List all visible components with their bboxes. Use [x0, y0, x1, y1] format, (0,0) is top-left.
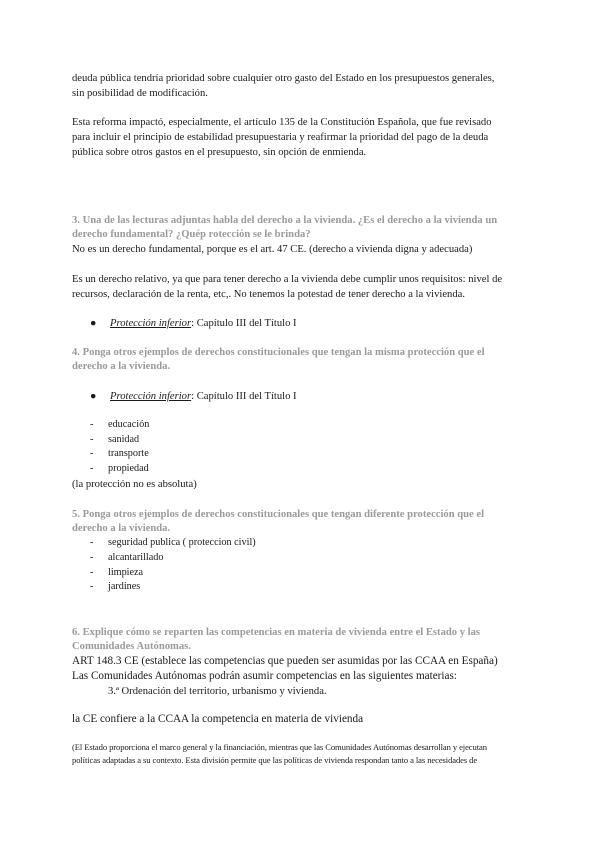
question-5-title: 5. Ponga otros ejemplos de derechos constitucionales que tengan diferente protección que el — [72, 509, 485, 520]
dash-marker: - — [90, 448, 94, 459]
list-item-text: propiedad — [108, 463, 149, 474]
dash-marker: - — [90, 567, 94, 578]
bullet-text: : Capítulo III del Título I — [191, 391, 297, 402]
list-item-text: jardines — [108, 581, 141, 592]
bullet-text: : Capítulo III del Título I — [191, 318, 297, 329]
list-item — [90, 566, 143, 581]
bullet-item — [90, 389, 297, 404]
bullet-icon: ● — [90, 318, 97, 329]
paragraph-line: Las Comunidades Autónomas podrán asumir competencias en las siguientes materias: — [72, 670, 457, 682]
question-3-title: derecho fundamental? ¿Quép rotección se le brinda? — [72, 229, 311, 240]
list-item-text: transporte — [108, 448, 149, 459]
paragraph-line: recursos, declaración de la renta, etc,. No tenemos la potestad de tener derecho a la vivienda. — [72, 289, 465, 300]
intro-text-line: sin posibilidad de modificación. — [72, 88, 208, 99]
list-item — [90, 418, 149, 433]
paragraph-line: Es un derecho relativo, ya que para tener derecho a la vivienda debe cumplir unos requisitos: nivel de — [72, 274, 503, 285]
paragraph-line: la CE confiere a la CCAA la competencia en materia de vivienda — [72, 713, 364, 725]
intro-text-line: deuda pública tendría prioridad sobre cualquier otro gasto del Estado en los presupuestos generales, — [72, 73, 495, 84]
question-3-answer: No es un derecho fundamental, porque es el art. 47 CE. (derecho a vivienda digna y adecuada) — [72, 244, 473, 255]
list-item — [90, 536, 256, 551]
small-paragraph-line: políticas adaptadas a su contexto. Esta división permite que las políticas de vivienda respondan tanto a las necesidades de — [72, 755, 478, 765]
article-reference: ART 148.3 CE (establece las competencias que pueden ser asumidas por las CCAA en España) — [72, 655, 498, 667]
dash-marker: - — [90, 581, 94, 592]
proteccion-inferior-link[interactable]: Protección inferior — [110, 391, 192, 402]
list-item — [90, 580, 140, 595]
question-6-title: Comunidades Autónomas. — [72, 641, 191, 652]
small-paragraph-line: (El Estado proporciona el marco general y la financiación, mientras que las Comunidades Autónomas desarrollan y ejecutan — [72, 742, 487, 752]
question-6-title: 6. Explique cómo se reparten las competencias en materia de vivienda entre el Estado y las — [72, 627, 481, 638]
list-item — [90, 433, 139, 448]
list-item-text: seguridad publica ( proteccion civil) — [108, 537, 256, 548]
dash-marker: - — [90, 434, 94, 445]
list-item — [90, 551, 163, 566]
competence-item: 3.ª Ordenación del territorio, urbanismo y vivienda. — [108, 686, 327, 697]
paragraph-line: pública sobre otros gastos en el presupuesto, sin opción de enmienda. — [72, 147, 367, 158]
paragraph-line: Esta reforma impactó, especialmente, el artículo 135 de la Constitución Española, que fue revisado — [72, 117, 492, 128]
list-item — [90, 447, 149, 462]
question-3-title: 3. Una de las lecturas adjuntas habla del derecho a la vivienda. ¿Es el derecho a la vivienda un — [72, 215, 498, 226]
list-item-text: alcantarillado — [108, 552, 164, 563]
question-5-title: derecho a la vivienda. — [72, 523, 171, 534]
question-4-title: derecho a la vivienda. — [72, 361, 171, 372]
question-4-title: 4. Ponga otros ejemplos de derechos constitucionales que tengan la misma protección que el — [72, 347, 485, 358]
paragraph-line: para incluir el principio de estabilidad presupuestaria y reafirmar la prioridad del pago de la deuda — [72, 132, 489, 143]
dash-marker: - — [90, 463, 94, 474]
dash-marker: - — [90, 552, 94, 563]
list-item-text: limpieza — [108, 567, 144, 578]
bullet-item — [90, 316, 297, 331]
dash-marker: - — [90, 537, 94, 548]
list-item-text: sanidad — [108, 434, 140, 445]
proteccion-inferior-link[interactable]: Protección inferior — [110, 318, 192, 329]
bullet-icon: ● — [90, 391, 97, 402]
note-text: (la protección no es absoluta) — [72, 479, 197, 490]
dash-marker: - — [90, 419, 94, 430]
list-item — [90, 462, 149, 477]
list-item-text: educación — [108, 419, 150, 430]
